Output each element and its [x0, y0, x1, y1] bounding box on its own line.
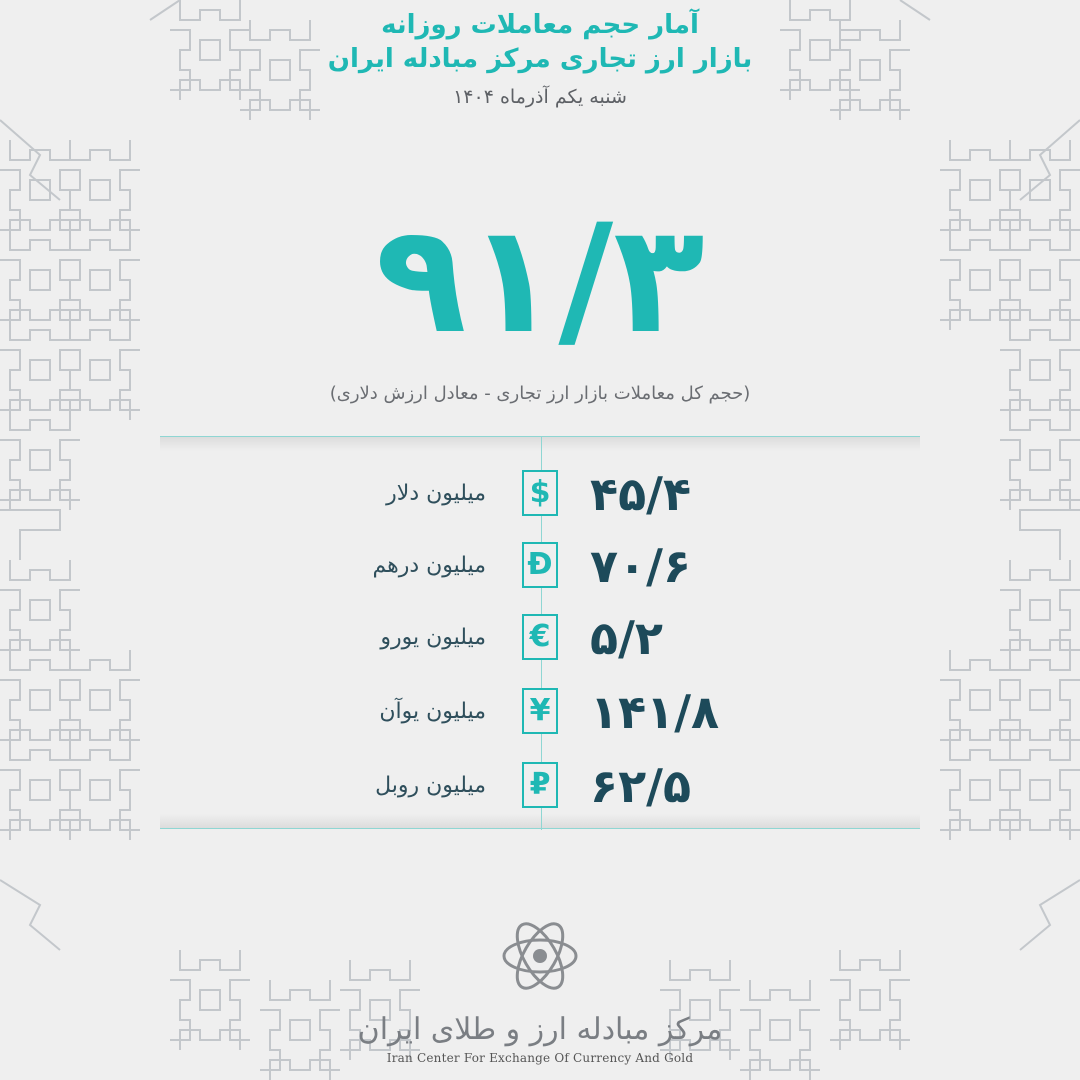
currency-value: ۶۲/۵: [590, 759, 692, 813]
currency-row-dollar: [160, 464, 920, 524]
iran-center-logo-icon: [496, 912, 584, 1000]
currency-label: میلیون دلار: [386, 481, 486, 506]
ruble-icon: ₽: [522, 762, 558, 808]
table-top-shadow: [160, 437, 920, 451]
euro-icon: €: [522, 614, 558, 660]
currency-label: میلیون یوآن: [379, 699, 486, 724]
table-bottom-divider: [160, 828, 920, 829]
currency-value: ۵/۲: [590, 611, 663, 665]
currency-row-ruble: [160, 756, 920, 816]
dollar-icon: $: [522, 470, 558, 516]
header: [0, 0, 1080, 112]
currency-table: [160, 436, 920, 830]
dirham-icon: Đ: [522, 542, 558, 588]
currency-row-yuan: [160, 682, 920, 742]
currency-value: ۴۵/۴: [590, 467, 692, 521]
total-volume-value: ۹۱/۳: [375, 193, 705, 367]
title-line-1: آمار حجم معاملات روزانه: [381, 10, 699, 40]
currency-label: میلیون یورو: [380, 625, 486, 650]
organization-name-fa: مرکز مبادله ارز و طلای ایران: [357, 1012, 723, 1047]
date-line: شنبه یکم آذرماه ۱۴۰۴: [453, 86, 627, 108]
currency-row-dirham: [160, 536, 920, 596]
currency-value: ۷۰/۶: [590, 539, 692, 593]
organization-name-en: Iran Center For Exchange Of Currency And Gold: [386, 1051, 694, 1065]
currency-value: ۱۴۱/۸: [590, 685, 720, 739]
currency-label: میلیون درهم: [372, 553, 486, 578]
table-bottom-shadow: [160, 814, 920, 828]
title-line-2: بازار ارز تجاری مرکز مبادله ایران: [327, 44, 753, 74]
currency-label: میلیون روبل: [375, 773, 486, 798]
yuan-icon: ¥: [522, 688, 558, 734]
total-volume-caption: (حجم کل معاملات بازار ارز تجاری - معادل ارزش دلاری): [329, 383, 751, 404]
currency-row-euro: [160, 608, 920, 668]
